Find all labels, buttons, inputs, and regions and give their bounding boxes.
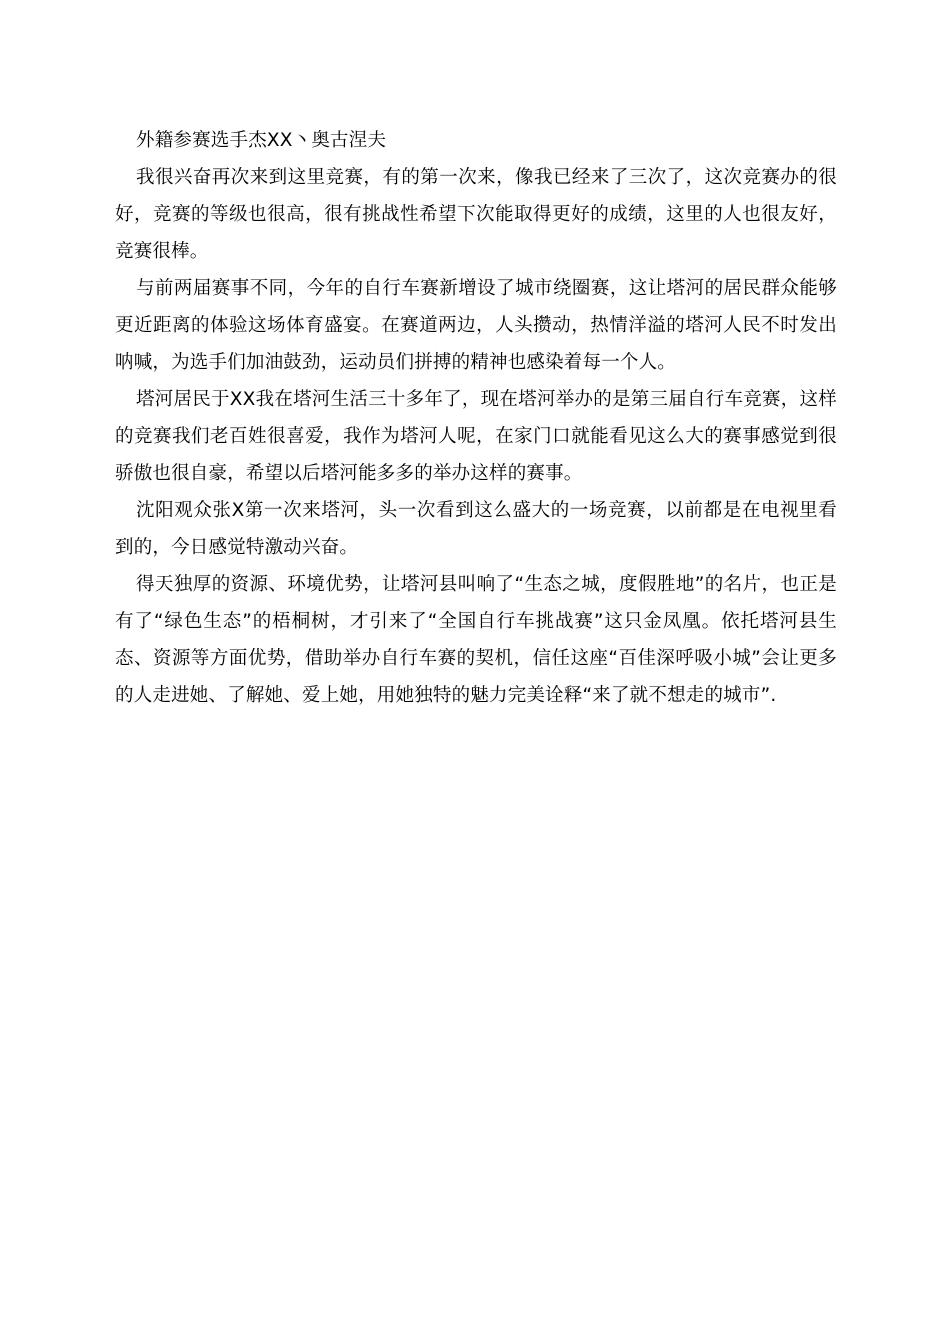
document-body xyxy=(115,122,837,714)
paragraph-athlete-quote: 我很兴奋再次来到这里竞赛，有的第一次来，像我已经来了三次了，这次竞赛办的很好，竞赛的等级也很高，很有挑战性希望下次能取得更好的成绩，这里的人也很友好，竞赛很棒。 xyxy=(115,167,837,262)
paragraph-spectator-quote: 沈阳观众张X第一次来塔河，头一次看到这么盛大的一场竞赛，以前都是在电视里看到的，今日感觉特激动兴奋。 xyxy=(115,500,837,558)
paragraph-city-circuit: 与前两届赛事不同，今年的自行车赛新增设了城市绕圈赛，这让塔河的居民群众能够更近距离的体验这场体育盛宴。在赛道两边，人头攒动，热情洋溢的塔河人民不时发出呐喊，为选手们加油鼓劲，运动员们拼搏的精神也感染着每一个人。 xyxy=(115,278,837,373)
paragraph-resident-quote: 塔河居民于XX我在塔河生活三十多年了，现在塔河举办的是第三届自行车竞赛，这样的竞赛我们老百姓很喜爱，我作为塔河人呢，在家门口就能看见这么大的赛事感觉到很骄傲也很自豪，希望以后塔河能多多的举办这样的赛事。 xyxy=(115,389,837,484)
paragraph-athlete-heading: 外籍参赛选手杰XX丶奥古涅夫 xyxy=(136,130,387,151)
paragraph-conclusion: 得天独厚的资源、环境优势，让塔河县叫响了“生态之城，度假胜地”的名片，也正是有了“绿色生态”的梧桐树，才引来了“全国自行车挑战赛”这只金凤凰。依托塔河县生态、资源等方面优势，借助举办自行车赛的契机，信任这座“百佳深呼吸小城”会让更多的人走进她、了解她、爱上她，用她独特的魅力完美诠释“来了就不想走的城市”. xyxy=(115,574,837,706)
